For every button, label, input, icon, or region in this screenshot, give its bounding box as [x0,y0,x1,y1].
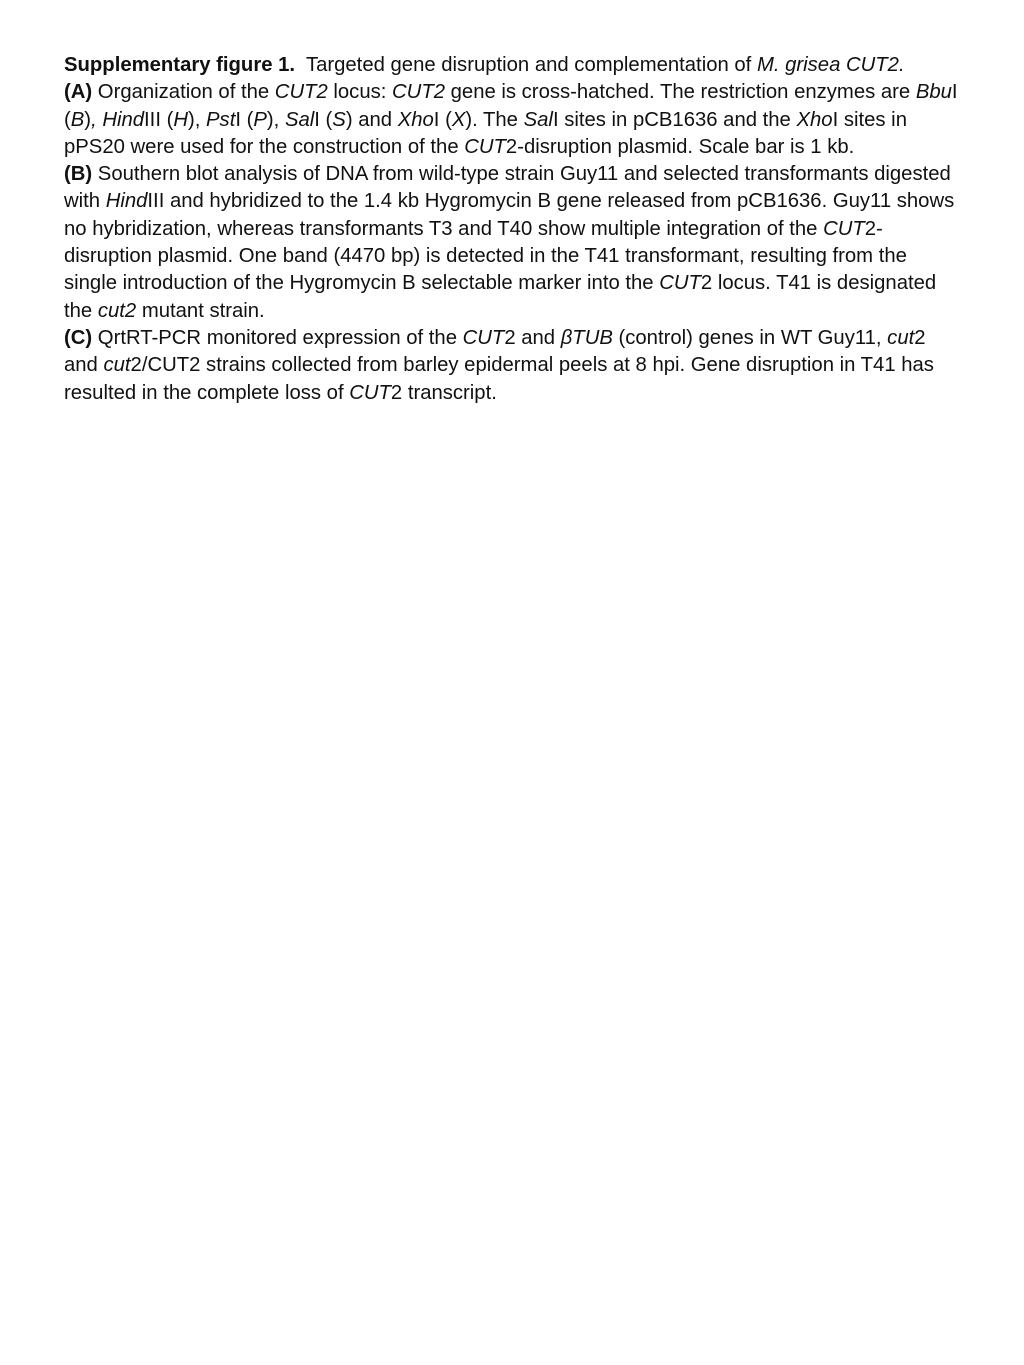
italic-run: Hind [105,190,148,213]
text-run: QrtRT-PCR monitored expression of the [92,326,463,349]
text-run: I ( [433,108,452,131]
text-run: (control) genes in WT Guy11, [612,326,888,349]
panel-c-label: (C) [64,326,93,349]
text-run: III ( [144,108,174,131]
text-run: gene is cross-hatched. The restriction enzymes are [445,81,916,104]
italic-run: Pst [206,108,236,131]
text-run: 2 and [504,326,561,349]
text-run: ), [188,108,207,131]
italic-run: CUT [349,381,391,404]
italic-run: Bbu [915,81,952,104]
italic-run: CUT [659,272,701,295]
text-run: I ( [314,108,333,131]
text-run: III and hybridized to the 1.4 kb Hygromycin B gene released from pCB1636. Guy11 shows no hybridization, whereas transformants T3 and T40 show multiple integration of the [64,190,955,240]
italic-run: CUT2 [392,81,445,104]
text-run: I sites in pPS20 were used for the construction of the [64,108,907,158]
italic-run: X [451,108,466,131]
caption-title [64,52,964,79]
text-run: Organization of the [92,81,275,104]
italic-run: B [70,108,85,131]
text-run: ) [84,108,92,131]
panel-a-description [64,79,964,161]
caption-title-label: Supplementary figure 1. [64,54,296,76]
italic-run: βTUB [560,326,613,349]
panel-a-label: (A) [64,81,93,104]
italic-run: , Hind [91,108,145,131]
italic-run: cut2 [97,299,137,322]
italic-run: P [253,108,267,131]
panel-b-description [64,161,964,325]
text-run: mutant strain. [136,299,265,322]
text-run: ). The [465,108,524,131]
italic-run: Xho [397,108,434,131]
text-run: I sites in pCB1636 and the [552,108,797,131]
panel-c-description [64,325,964,407]
text-run: 2-disruption plasmid. One band (4470 bp) is detected in the T41 transformant, resulting from the single introduction of the Hygromycin B selectable marker into the [64,217,907,295]
text-run: 2-disruption plasmid. Scale bar is 1 kb. [505,135,855,158]
text-run: 2 and [64,326,926,377]
text-run: ), [266,108,285,131]
italic-run: Sal [284,108,315,131]
italic-run: H [173,108,188,131]
italic-run: CUT2 [274,81,328,104]
text-run: 2/CUT2 strains collected from barley epidermal peels at 8 hpi. Gene disruption in T41 has resulted in the complete loss of [64,354,934,404]
caption-title-organism: M. grisea CUT2. [756,54,905,76]
italic-run: CUT [462,326,505,349]
text-run: Southern blot analysis of DNA from wild-type strain Guy11 and selected transformants digested with [64,163,951,213]
italic-run: Sal [523,108,553,131]
italic-run: Xho [796,108,833,131]
italic-run: S [332,108,346,131]
text-run: 2 locus. T41 is designated the [64,272,937,322]
text-run: locus: [327,81,393,104]
italic-run: cut [887,326,915,349]
italic-run: CUT [464,135,506,158]
caption-title-text: Targeted gene disruption and complementation of [305,54,757,76]
text-run: I ( [235,108,254,131]
italic-run: CUT [823,217,865,240]
panel-b-label: (B) [64,163,93,186]
figure-caption [64,52,964,407]
text-run: 2 transcript. [390,381,497,404]
text-run: ) and [345,108,398,131]
text-run: I ( [64,81,958,131]
italic-run: cut [103,354,131,377]
